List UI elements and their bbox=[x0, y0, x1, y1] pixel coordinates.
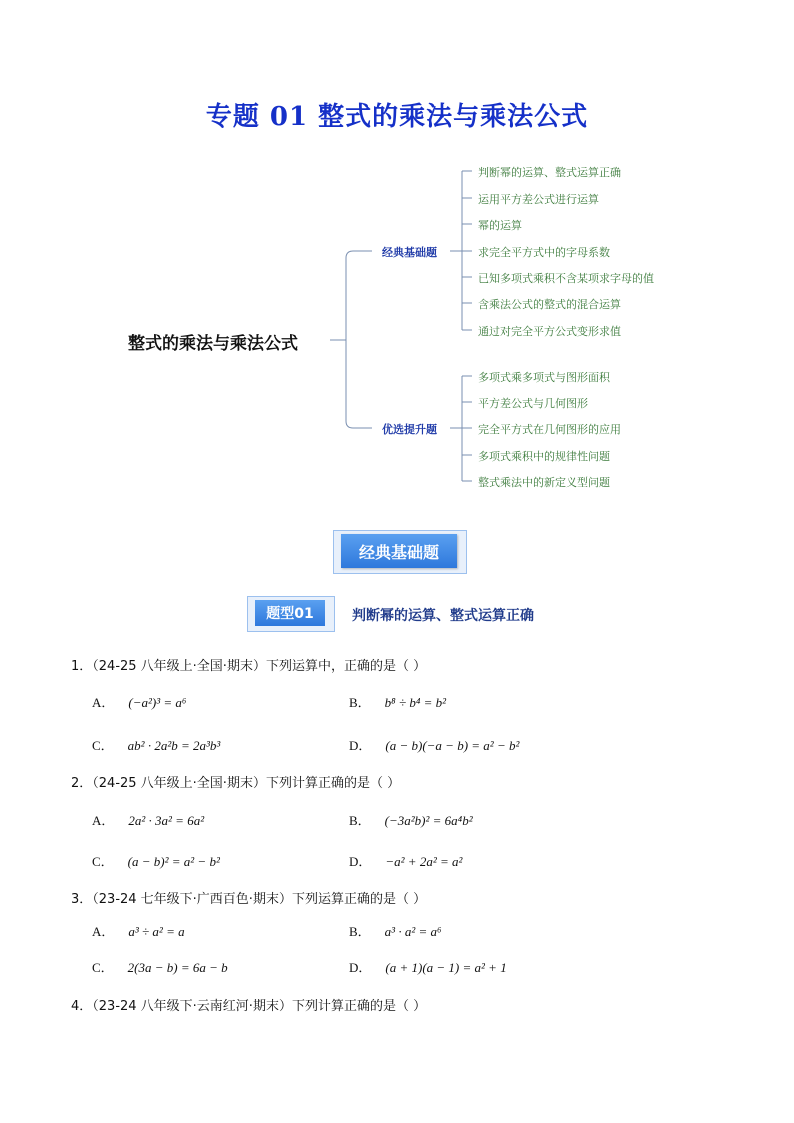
mindmap-branch-advanced: 优选提升题 bbox=[382, 423, 437, 436]
question-stem: 1．（24-25 八年级上·全国·期末）下列运算中，正确的是（ ） bbox=[71, 659, 427, 674]
question-stem: 4．（23-24 八年级下·云南红河·期末）下列计算正确的是（ ） bbox=[71, 999, 427, 1014]
option-text: (−a²)³ = a⁶ bbox=[128, 695, 187, 710]
option-label: C． bbox=[92, 738, 114, 753]
option-d bbox=[349, 957, 507, 976]
option-text: (a − b)(−a − b) = a² − b² bbox=[385, 738, 520, 753]
option-a bbox=[92, 921, 185, 940]
option-c bbox=[92, 957, 228, 976]
option-label: C． bbox=[92, 960, 114, 975]
option-text: 2a² · 3a² = 6a² bbox=[128, 813, 205, 828]
mindmap-branch-basic: 经典基础题 bbox=[382, 246, 437, 259]
mindmap-leaf: 多项式乘多项式与图形面积 bbox=[478, 371, 610, 384]
page-title: 专题 01 整式的乘法与乘法公式 bbox=[205, 102, 589, 132]
section-banner bbox=[329, 526, 469, 576]
option-d bbox=[349, 851, 462, 870]
mindmap-leaf: 完全平方式在几何图形的应用 bbox=[478, 423, 621, 436]
mindmap-leaf: 幂的运算 bbox=[478, 219, 522, 232]
mindmap-leaf: 判断幂的运算、整式运算正确 bbox=[478, 166, 621, 179]
question-stem: 2．（24-25 八年级上·全国·期末）下列计算正确的是（ ） bbox=[71, 776, 401, 791]
option-label: D． bbox=[349, 854, 372, 869]
option-text: (−3a²b)² = 6a⁴b² bbox=[384, 813, 473, 828]
option-label: D． bbox=[349, 960, 372, 975]
option-a bbox=[92, 810, 204, 829]
option-b bbox=[349, 921, 442, 940]
option-label: D． bbox=[349, 738, 372, 753]
mindmap-leaf: 多项式乘积中的规律性问题 bbox=[478, 450, 610, 463]
option-c bbox=[92, 735, 220, 754]
option-label: C． bbox=[92, 854, 114, 869]
option-label: B． bbox=[349, 813, 371, 828]
option-text: a³ · a² = a⁶ bbox=[384, 924, 442, 939]
question-type-tag bbox=[247, 596, 333, 630]
mindmap-leaf: 平方差公式与几何图形 bbox=[478, 397, 588, 410]
option-c bbox=[92, 851, 220, 870]
option-text: (a + 1)(a − 1) = a² + 1 bbox=[385, 960, 507, 975]
mindmap-leaf: 求完全平方式中的字母系数 bbox=[478, 246, 610, 259]
question-type-title: 判断幂的运算、整式运算正确 bbox=[352, 608, 534, 624]
question-stem: 3．（23-24 七年级下·广西百色·期末）下列运算正确的是（ ） bbox=[71, 892, 427, 907]
option-label: B． bbox=[349, 695, 371, 710]
option-label: A． bbox=[92, 695, 115, 710]
mindmap-leaf: 通过对完全平方公式变形求值 bbox=[478, 325, 621, 338]
type-tag-label: 题型01 bbox=[255, 600, 325, 626]
option-b bbox=[349, 810, 473, 829]
mindmap-root: 整式的乘法与乘法公式 bbox=[128, 334, 298, 354]
option-text: a³ ÷ a² = a bbox=[128, 924, 185, 939]
option-a bbox=[92, 692, 186, 711]
option-label: A． bbox=[92, 924, 115, 939]
option-label: A． bbox=[92, 813, 115, 828]
mindmap-leaf: 运用平方差公式进行运算 bbox=[478, 193, 599, 206]
option-label: B． bbox=[349, 924, 371, 939]
option-d bbox=[349, 735, 519, 754]
section-banner-label: 经典基础题 bbox=[341, 534, 457, 568]
option-text: −a² + 2a² = a² bbox=[385, 854, 463, 869]
option-text: b⁸ ÷ b⁴ = b² bbox=[384, 695, 447, 710]
mindmap-leaf: 含乘法公式的整式的混合运算 bbox=[478, 298, 621, 311]
mindmap-leaf: 整式乘法中的新定义型问题 bbox=[478, 476, 610, 489]
mindmap-leaf: 已知多项式乘积不含某项求字母的值 bbox=[478, 272, 654, 285]
option-text: 2(3a − b) = 6a − b bbox=[127, 960, 228, 975]
option-text: ab² · 2a²b = 2a³b³ bbox=[127, 738, 221, 753]
option-b bbox=[349, 692, 446, 711]
option-text: (a − b)² = a² − b² bbox=[127, 854, 220, 869]
